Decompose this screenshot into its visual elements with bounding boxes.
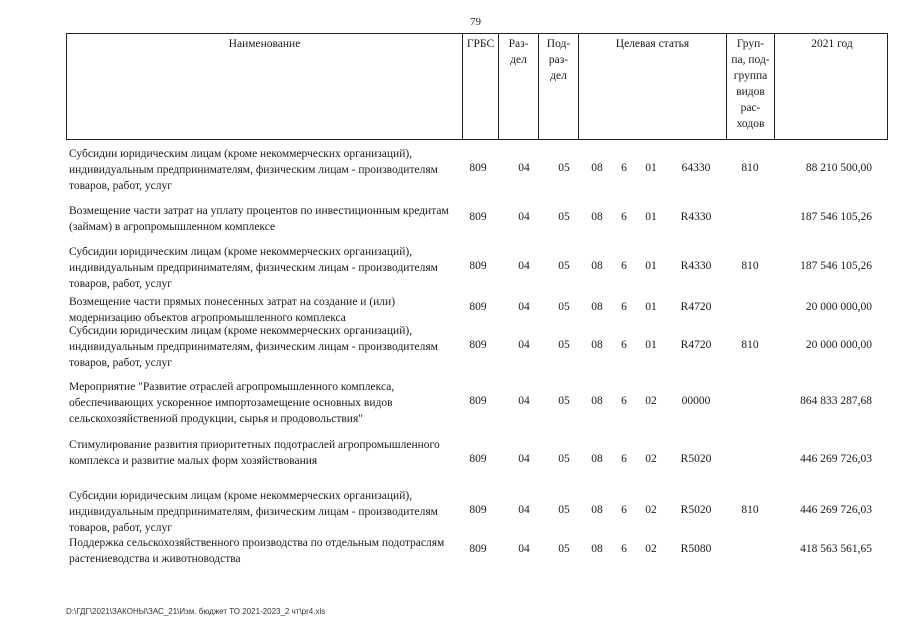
row-cs4: R5020 [680,504,712,516]
header-name: Наименование [67,34,463,139]
row-rz: 04 [518,260,530,272]
row-rz: 04 [518,543,530,555]
row-pr: 05 [558,453,570,465]
row-grbs: 809 [469,395,487,407]
row-vr: 810 [741,504,759,516]
row-amount: 20 000 000,00 [805,301,872,313]
table-row [66,535,888,567]
row-name: Субсидии юридическим лицам (кроме некоммерческих организаций), индивидуальным предпринимателям, физическим лицам - производителям товаров, работ, услуг [69,148,438,192]
table-row [66,294,888,324]
row-cs1: 08 [591,453,603,465]
table-header [66,33,888,140]
row-cs3: 02 [645,504,657,516]
row-rz: 04 [518,339,530,351]
row-cs1: 08 [591,162,603,174]
row-rz: 04 [518,301,530,313]
row-pr: 05 [558,260,570,272]
row-amount: 418 563 561,65 [800,543,872,555]
row-name: Субсидии юридическим лицам (кроме некоммерческих организаций), индивидуальным предпринимателям, физическим лицам - производителям товаров, работ, услуг [69,490,438,534]
row-name: Субсидии юридическим лицам (кроме некоммерческих организаций), индивидуальным предпринимателям, физическим лицам - производителям товаров, работ, услуг [69,325,438,369]
row-cs1: 08 [591,301,603,313]
row-grbs: 809 [469,211,487,223]
row-vr: 810 [741,260,759,272]
row-cs4: R5080 [680,543,712,555]
row-cs2: 6 [621,543,627,555]
row-name: Возмещение части прямых понесенных затрат на создание и (или) модернизацию объектов агропромышленного комплекса [69,296,396,324]
table-row [66,146,888,194]
row-name: Поддержка сельскохозяйственного производства по отдельным подотраслям растениеводства и животноводства [69,537,445,565]
row-cs2: 6 [621,395,627,407]
row-amount: 20 000 000,00 [805,339,872,351]
row-amount: 88 210 500,00 [805,162,872,174]
header-podrazdel-line: раз- [548,54,569,66]
row-cs1: 08 [591,395,603,407]
row-name: Субсидии юридическим лицам (кроме некоммерческих организаций), индивидуальным предпринимателям, физическим лицам - производителям товаров, работ, услуг [69,246,438,290]
page-number: 79 [470,16,481,28]
table-row [66,488,888,536]
row-cs2: 6 [621,211,627,223]
row-cs2: 6 [621,162,627,174]
row-cs2: 6 [621,301,627,313]
table-row [66,203,888,235]
row-cs2: 6 [621,453,627,465]
table-row [66,437,888,485]
row-cs3: 01 [645,211,657,223]
row-amount: 446 269 726,03 [800,453,872,465]
row-cs3: 01 [645,301,657,313]
row-cs3: 01 [645,339,657,351]
header-razdel-line: дел [510,54,527,66]
row-grbs: 809 [469,453,487,465]
row-grbs: 809 [469,162,487,174]
table-row [66,244,888,292]
row-name: Мероприятие "Развитие отраслей агропромышленного комплекса, обеспечивающих ускоренное импортозамещение основных видов сельскохозяйственной продукции, сырья и продовольствия" [69,381,395,425]
row-grbs: 809 [469,339,487,351]
row-pr: 05 [558,301,570,313]
row-cs3: 01 [645,162,657,174]
row-rz: 04 [518,504,530,516]
row-amount: 446 269 726,03 [800,504,872,516]
header-podrazdel-line: дел [550,70,567,82]
row-cs3: 01 [645,260,657,272]
header-group-line: па, под- [731,54,770,66]
row-cs1: 08 [591,504,603,516]
header-podrazdel [539,34,579,139]
row-cs1: 08 [591,260,603,272]
row-amount: 187 546 105,26 [800,211,872,223]
row-cs2: 6 [621,504,627,516]
row-vr: 810 [741,339,759,351]
row-cs4: R4330 [680,260,712,272]
row-cs1: 08 [591,543,603,555]
row-grbs: 809 [469,301,487,313]
header-razdel [499,34,539,139]
row-cs2: 6 [621,260,627,272]
row-rz: 04 [518,395,530,407]
header-razdel-line: Раз- [508,38,529,50]
header-year: 2021 год [811,38,853,50]
row-cs3: 02 [645,543,657,555]
header-group-line: видов [736,86,765,98]
header-group-line: Груп- [736,38,765,50]
row-cs1: 08 [591,339,603,351]
row-pr: 05 [558,211,570,223]
row-grbs: 809 [469,504,487,516]
table-row [66,379,888,427]
row-cs3: 02 [645,453,657,465]
header-podrazdel-line: Под- [546,38,571,50]
row-pr: 05 [558,395,570,407]
row-name: Возмещение части затрат на уплату процентов по инвестиционным кредитам (займам) в агропромышленном комплексе [69,205,449,233]
row-rz: 04 [518,162,530,174]
row-pr: 05 [558,339,570,351]
row-cs4: R4720 [680,339,712,351]
row-amount: 864 833 287,68 [800,395,872,407]
row-pr: 05 [558,162,570,174]
row-vr: 810 [741,162,759,174]
table-row [66,323,888,371]
row-cs4: 00000 [681,395,711,407]
row-pr: 05 [558,543,570,555]
header-group-line: рас- [740,102,761,114]
row-grbs: 809 [469,260,487,272]
row-pr: 05 [558,504,570,516]
row-amount: 187 546 105,26 [800,260,872,272]
row-rz: 04 [518,211,530,223]
row-grbs: 809 [469,543,487,555]
row-cs4: R4330 [680,211,712,223]
header-group-line: ходов [736,118,765,130]
row-cs2: 6 [621,339,627,351]
row-cs4: R5020 [680,453,712,465]
row-name: Стимулирование развития приоритетных подотраслей агропромышленного комплекса и развитие малых форм хозяйствования [69,439,440,467]
row-cs3: 02 [645,395,657,407]
row-rz: 04 [518,453,530,465]
row-cs1: 08 [591,211,603,223]
file-path-footer: D:\ГДГ\2021\ЗАКОНЫ\ЗАС_21\Изм. бюджет ТО 2021-2023_2 чт\pr4.xls [66,607,326,616]
row-cs4: R4720 [680,301,712,313]
row-cs4: 64330 [681,162,711,174]
header-grbs: ГРБС [463,34,499,139]
header-group [727,34,775,139]
header-group-line: группа [733,70,768,82]
header-target: Целевая статья [579,34,727,139]
